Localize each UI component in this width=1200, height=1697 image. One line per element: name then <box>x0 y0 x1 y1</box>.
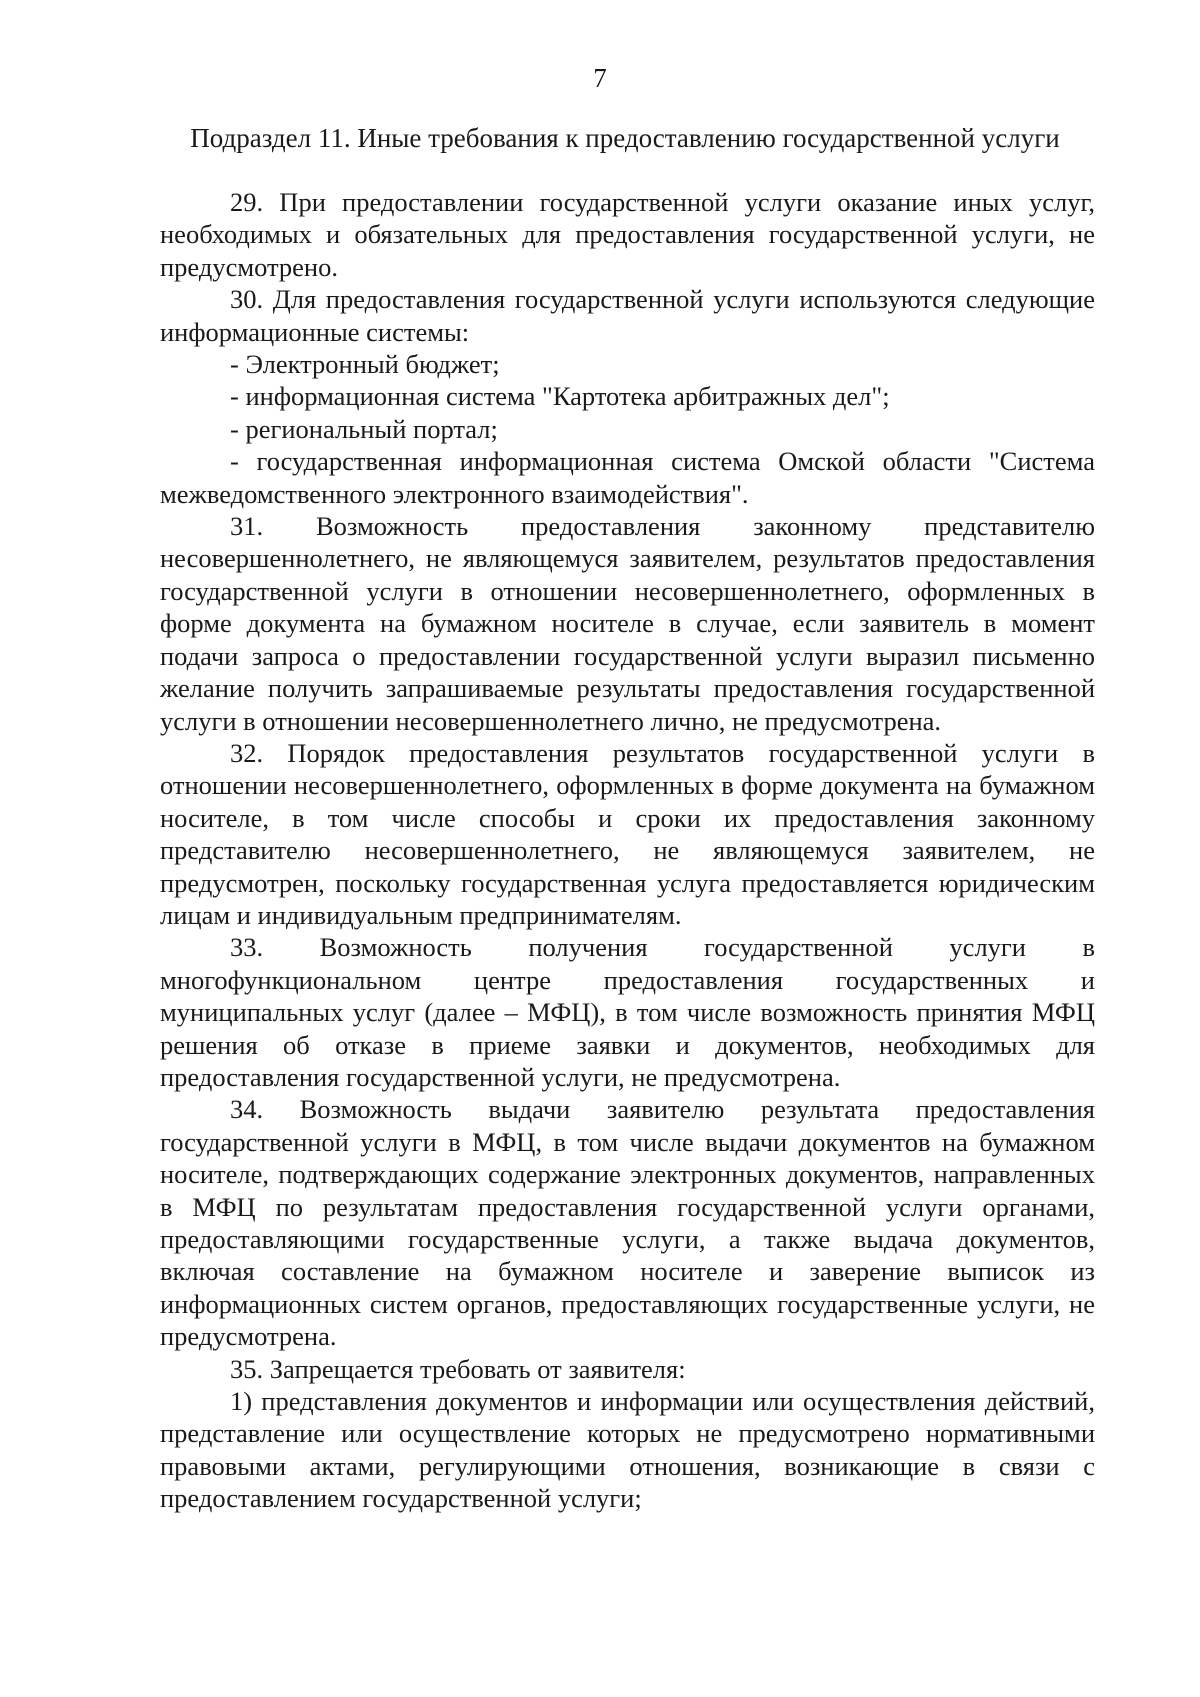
paragraph-30: 30. Для предоставления государственной услуги используются следующие информационные системы: <box>160 284 1095 347</box>
paragraph-31: 31. Возможность предоставления законному представителю несовершеннолетнего, не являющемуся заявителем, результатов предоставления государственной услуги в отношении несовершеннолетнего, оформленных в форме документа на бумажном носителе в случае, если заявитель в момент подачи запроса о предоставлении государственной услуги выразил письменно желание получить запрашиваемые результаты предоставления государственной услуги в отношении несовершеннолетнего лично, не предусмотрена. <box>160 511 1095 736</box>
document-body <box>160 186 1095 1515</box>
paragraph-29: 29. При предоставлении государственной услуги оказание иных услуг, необходимых и обязательных для предоставления государственной услуги, не предусмотрено. <box>160 187 1095 282</box>
paragraph-35: 35. Запрещается требовать от заявителя: <box>230 1353 686 1384</box>
list-item-regional-portal: - региональный портал; <box>230 413 498 444</box>
paragraph-34: 34. Возможность выдачи заявителю результата предоставления государственной услуги в МФЦ, в том числе выдачи документов на бумажном носителе, подтверждающих содержание электронных документов, направленных в МФЦ по результатам предоставления государственной услуги органами, предоставляющими государственные услуги, а также выдача документов, включая составление на бумажном носителе и заверение выписок из информационных систем органов, предоставляющих государственные услуги, не предусмотрена. <box>160 1094 1095 1352</box>
page-number: 7 <box>593 63 607 93</box>
subsection-heading: Подраздел 11. Иные требования к предоставлению государственной услуги <box>190 123 1060 153</box>
paragraph-32: 32. Порядок предоставления результатов государственной услуги в отношении несовершеннолетнего, оформленных в форме документа на бумажном носителе, в том числе способы и сроки их предоставления законному представителю несовершеннолетнего, не являющемуся заявителем, не предусмотрен, поскольку государственная услуга предоставляется юридическим лицам и индивидуальным предпринимателям. <box>160 737 1095 930</box>
list-item-interagency-system: - государственная информационная система Омской области "Система межведомственного электронного взаимодействия". <box>160 446 1095 509</box>
list-item-arbitration-cases: - информационная система "Картотека арбитражных дел"; <box>230 381 890 412</box>
list-item-electronic-budget: - Электронный бюджет; <box>230 349 500 380</box>
list-item-35-1: 1) представления документов и информации или осуществления действий, представление или осуществление которых не предусмотрено нормативными правовыми актами, регулирующими отношения, возникающие в связи с предоставлением государственной услуги; <box>160 1386 1095 1514</box>
paragraph-33: 33. Возможность получения государственной услуги в многофункциональном центре предоставления государственных и муниципальных услуг (далее – МФЦ), в том числе возможность принятия МФЦ решения об отказе в приеме заявки и документов, необходимых для предоставления государственной услуги, не предусмотрена. <box>160 932 1095 1092</box>
